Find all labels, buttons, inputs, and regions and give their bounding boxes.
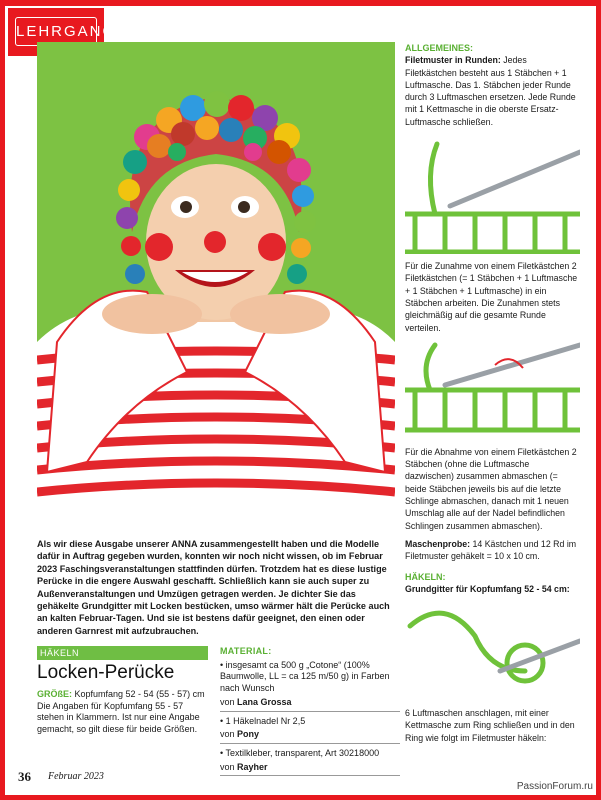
intro-paragraph: Als wir diese Ausgabe unserer ANNA zusammengestellt haben und die Modelle dafür in Auftrag gegeben wurden, konnten wir noch nicht wissen, ob im Februar 2023 Faschingsveranstaltungen stattfinden dürfen. Trotzdem hat es diese lustige Perücke in die engere Auswahl geschafft. Schließlich kann sie auch super zu Außenveranstaltungen und Umzügen getragen werden. Je dichter Sie das gehäkelte Grundgitter mit Locken bestücken, umso wärmer hält die Perücke auch an kalten Februar-Tagen. Und sie ist bestens dafür geeignet, den einen oder anderen Garnrest mit aufzubrauchen. (37, 539, 390, 636)
gauge-text (405, 538, 580, 563)
page-number: 36 (18, 769, 31, 784)
filet-pattern-text (405, 54, 580, 128)
section-tag-label: LEHRGANG (15, 17, 97, 46)
material-block (220, 646, 400, 780)
issue-date: Februar 2023 (48, 771, 104, 782)
material-item (220, 748, 400, 776)
material-item-brand: Lana Grossa (237, 696, 292, 707)
crochet-heading: HÄKELN: (405, 571, 446, 582)
clown-wig-photo (37, 42, 395, 528)
chain-ring-diagram (405, 601, 580, 701)
material-item-text: • 1 Häkelnadel Nr 2,5 (220, 715, 306, 726)
material-item-text: • Textilkleber, transparent, Art 30218000 (220, 747, 380, 758)
page-frame-right (596, 0, 601, 800)
material-heading: MATERIAL: (220, 646, 272, 656)
category-label: HÄKELN (37, 646, 208, 660)
material-item-brand: Pony (237, 729, 260, 740)
material-item-from: von (220, 729, 235, 740)
crochet-subheading: Grundgitter für Kopfumfang 52 - 54 cm: (405, 583, 570, 594)
decrease-text: Für die Abnahme von einem Filetkästchen 2 Stäbchen (ohne die Luftmasche dazwischen) zusammen abmaschen (= beide Stäbchen jeweils bis auf die letzte Schlinge abmaschen, danach mit 1 neuen Umschlag alle auf der Nadel befindlichen Schlingen zusammen abmaschen). (405, 446, 577, 531)
filet-pattern-label: Filetmuster in Runden: (405, 55, 501, 66)
size-label: GRÖßE: (37, 689, 72, 699)
material-item-from: von (220, 761, 235, 772)
material-item (220, 660, 400, 712)
size-block (37, 689, 212, 736)
material-item-source (220, 697, 400, 712)
clown-wig-illustration (37, 42, 395, 528)
increase-stitch-diagram (405, 340, 580, 440)
size-note: Die Angaben für Kopfumfang 55 - 57 stehen in Klammern. Ist nur eine Angabe gemacht, so gilt diese für beide Größen. (37, 700, 200, 735)
material-item-brand: Rayher (237, 761, 268, 772)
gauge-body: 14 Kästchen und 12 Rd im Filetmuster gehäkelt = 10 x 10 cm. (405, 538, 577, 562)
page-frame-top (0, 0, 601, 6)
filet-stitch-diagram (405, 134, 580, 254)
project-title: Locken-Perücke (37, 662, 175, 683)
site-watermark: PassionForum.ru (516, 781, 593, 792)
material-item (220, 716, 400, 744)
page-frame-left (0, 0, 5, 800)
gauge-label: Maschenprobe: (405, 538, 471, 549)
material-item-from: von (220, 696, 235, 707)
crochet-text: 6 Luftmaschen anschlagen, mit einer Kettmasche zum Ring schließen und in den Ring wie folgt im Filetmuster häkeln: (405, 708, 575, 743)
material-item-source (220, 762, 400, 777)
material-item-source (220, 729, 400, 744)
general-heading: ALLGEMEINES: (405, 43, 474, 53)
instructions-column (405, 42, 580, 744)
increase-text: Für die Zunahme von einem Filetkästchen 2 Filetkästchen (= 1 Stäbchen + 1 Luftmasche + 1 Stäbchen + 1 Luftmasche) in ein Stäbchen arbeiten. Die Zunahmen stets gleichmäßig auf die gesamte Runde verteilen. (405, 261, 578, 333)
page-frame-bottom (0, 795, 601, 800)
material-item-text: • insgesamt ca 500 g „Cotone“ (100% Baumwolle, LL = ca 125 m/50 g) in Farben nach Wunsch (220, 659, 390, 694)
size-value: Kopfumfang 52 - 54 (55 - 57) cm (74, 689, 205, 699)
filet-pattern-body: Jedes Filetkästchen besteht aus 1 Stäbchen + 1 Luftmasche. Das 1. Stäbchen jeder Runde durch 3 Luftmaschen ersetzen. Jede Runde mit 1 Kettmasche in die oberste Ersatz-Luftmasche schließen. (405, 55, 576, 127)
